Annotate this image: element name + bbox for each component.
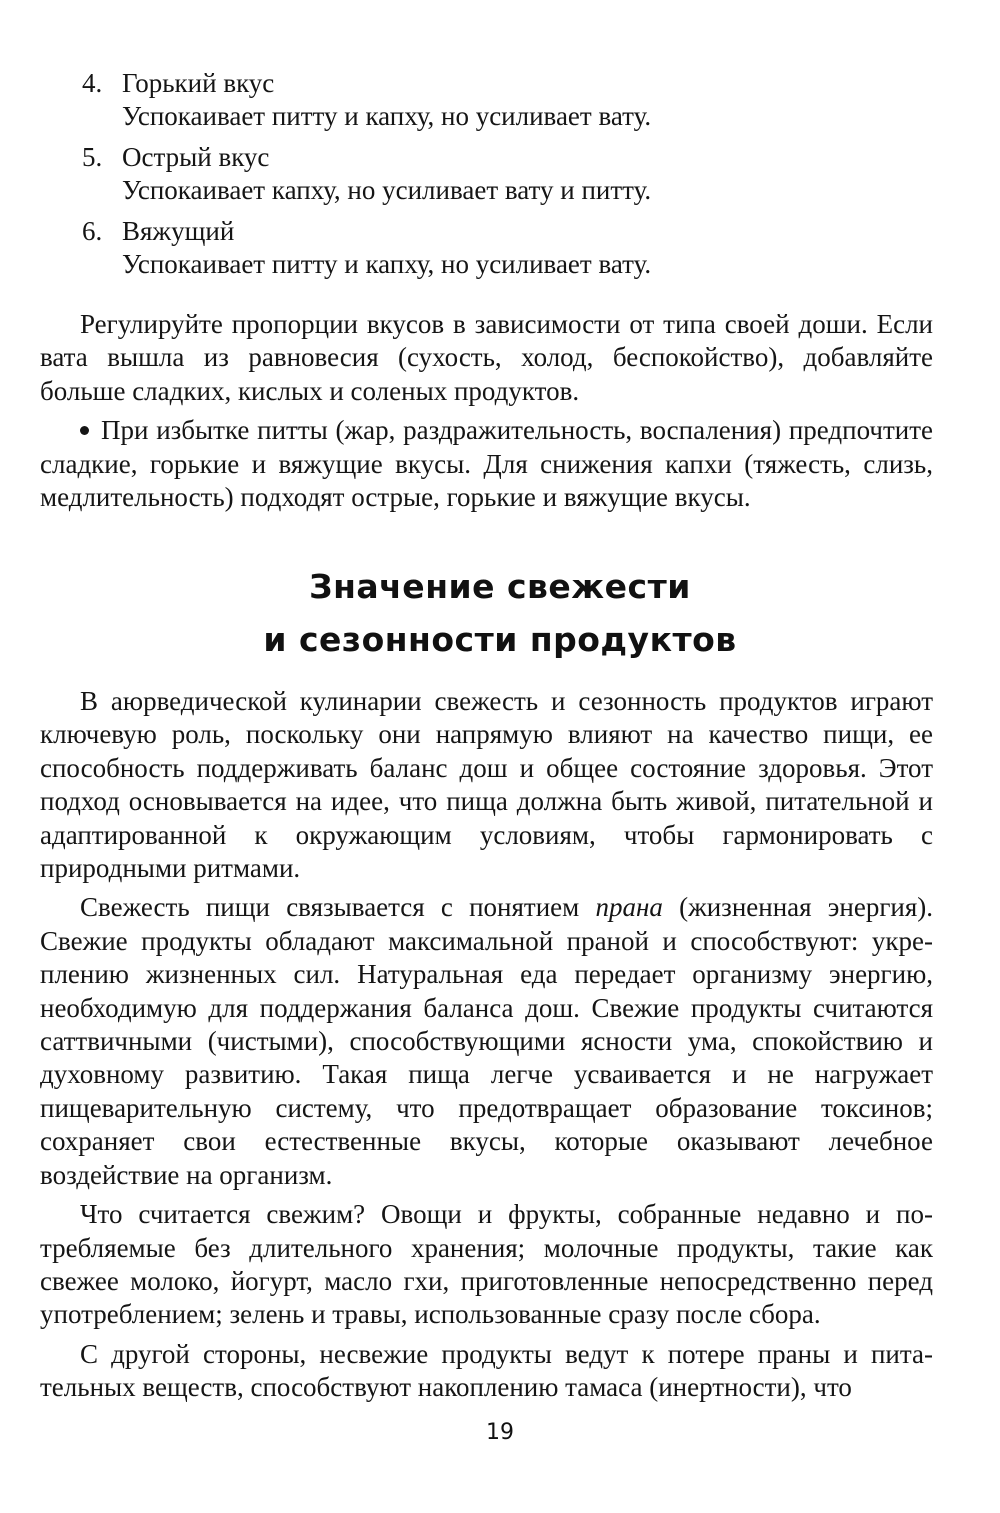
body-paragraph: В аюрведической кулинарии свежесть и сезонность продуктов играют ключевую роль, поскольку они напрямую влияют на качество пищи, ее способность поддерживать баланс дош и общее состояние здоровья. Этот подход основывается на идее, что пища должна быть живой, питательной и адаптированной к окружающим условиям, чтобы гармонировать с природными ритмами. (40, 686, 933, 884)
list-item-description: Успокаивает питту и капху, но усиливает вату. (122, 101, 652, 132)
page-number: 19 (486, 1420, 514, 1445)
taste-list (82, 67, 952, 288)
list-item-number: 5. (82, 141, 103, 172)
section-title (0, 560, 1000, 666)
body-paragraph-prana (40, 891, 933, 1192)
body-paragraph: С другой стороны, несвежие продукты ведут к потере праны и питательных веществ, способствуют накоплению тамаса (инертности), что (40, 1338, 933, 1403)
list-item (82, 215, 952, 282)
list-item-title: Горький вкус (122, 68, 275, 98)
list-item-title: Острый вкус (122, 141, 270, 172)
body-paragraph: Что считается свежим? Овощи и фрукты, собранные недавно и потребляемые без длительного хранения; молочные продукты, такие как свежее молоко, йогурт, масло гхи, приготовленные непосредственно перед употреблением; зелень и травы, использованные сразу после сбора. (40, 1199, 933, 1330)
list-item (82, 67, 952, 134)
list-item-number: 4. (82, 68, 103, 98)
list-item-number: 6. (82, 215, 103, 246)
section-title-line-2: и сезонности продуктов (263, 620, 737, 659)
prana-term: прана (595, 892, 663, 923)
intro-bullet-text: При избытке питты (жар, раздражительность, воспаления) предпочтите сладкие, горькие и вяжущие вкусы. Для снижения капхи (тяжесть, слизь, медлительность) подходят острые, горькие и вяжущие вкусы. (40, 415, 933, 513)
list-item-title: Вяжущий (122, 215, 235, 246)
intro-text (40, 308, 933, 514)
intro-paragraph: Регулируйте пропорции вкусов в зависимости от типа своей доши. Если вата вышла из равновесия (сухость, холод, беспокойство), добавляйте больше сладких, кислых и соленых продуктов. (40, 309, 933, 406)
list-item-description: Успокаивает питту и капху, но усиливает вату. (122, 249, 652, 280)
intro-bullet-paragraph (40, 414, 933, 514)
list-item-description: Успокаивает капху, но усиливает вату и питту. (122, 175, 652, 206)
bullet-icon (80, 426, 89, 435)
body-paragraph-prana-after: (жизненная энергия). Свежие продукты обладают максимальной праной и способствуют: укреплению жизненных сил. Натуральная еда передает организму энергию, необходимую для поддержания баланса дош. Свежие продукты считаются саттвичными (чистыми), способствующими ясности ума, спокойствию и духовному развитию. Такая пища легче усваивается и не нагружает пищеварительную систему, что предотвращает образование токсинов; сохраняет свои естественные вкусы, которые оказывают лечебное воздействие на организм. (40, 892, 934, 1190)
section-title-line-1: Значение свежести (309, 567, 691, 606)
section-body (40, 685, 933, 1405)
body-paragraph-prana-before: Свежесть пищи связывается с понятием (80, 892, 596, 923)
list-item (82, 141, 952, 208)
